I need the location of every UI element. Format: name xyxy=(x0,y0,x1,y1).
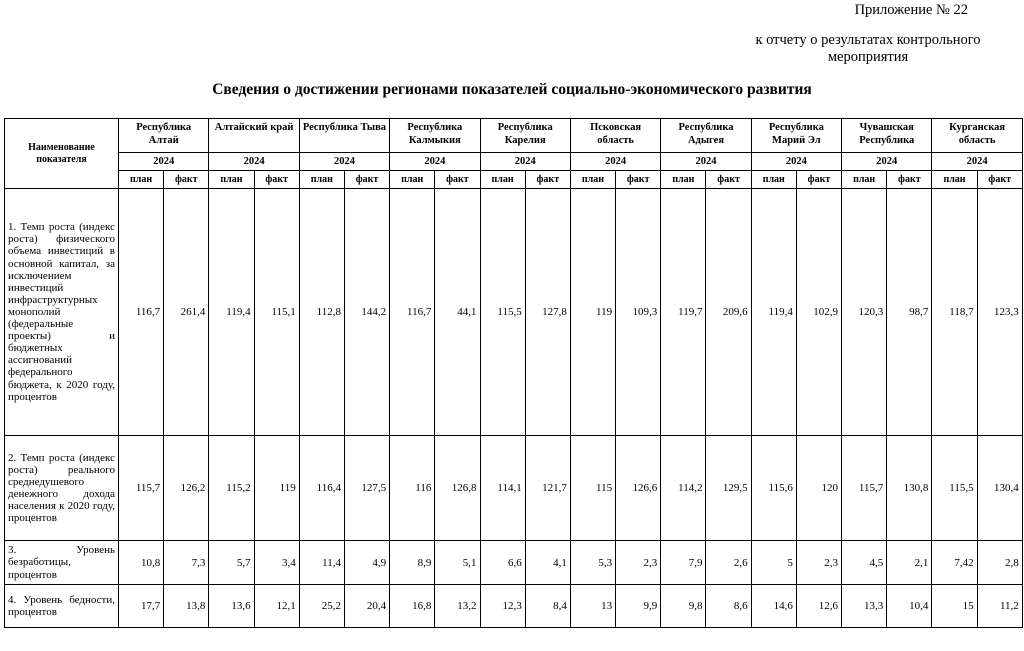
plan-value: 13,3 xyxy=(842,585,887,628)
indicator-name: 1. Темп роста (индекс роста) физического объема инвестиций в основной капитал, за исключением инвестиций инфраструктурных монополий (федеральные проекты) и бюджетных ассигнований федерального бюджета, к 2020 году, процентов xyxy=(5,189,119,436)
fact-value: 209,6 xyxy=(706,189,751,436)
fact-value: 115,1 xyxy=(254,189,299,436)
plan-value: 5,7 xyxy=(209,541,254,585)
fact-value: 126,2 xyxy=(164,436,209,541)
region-header: Чувашская Республика xyxy=(842,119,932,153)
fact-value: 8,6 xyxy=(706,585,751,628)
fact-header: факт xyxy=(977,171,1022,189)
year-header: 2024 xyxy=(209,153,299,171)
fact-value: 13,8 xyxy=(164,585,209,628)
table-row xyxy=(5,189,1023,436)
plan-header: план xyxy=(661,171,706,189)
fact-value: 2,6 xyxy=(706,541,751,585)
plan-value: 114,2 xyxy=(661,436,706,541)
year-header: 2024 xyxy=(119,153,209,171)
plan-value: 5 xyxy=(751,541,796,585)
fact-value: 2,1 xyxy=(887,541,932,585)
fact-value: 98,7 xyxy=(887,189,932,436)
fact-value: 8,4 xyxy=(525,585,570,628)
year-header: 2024 xyxy=(570,153,660,171)
region-header: Республика Марий Эл xyxy=(751,119,841,153)
year-header: 2024 xyxy=(751,153,841,171)
year-header: 2024 xyxy=(932,153,1022,171)
year-header: 2024 xyxy=(299,153,389,171)
plan-value: 115,7 xyxy=(119,436,164,541)
fact-value: 13,2 xyxy=(435,585,480,628)
plan-value: 115 xyxy=(570,436,615,541)
plan-value: 13,6 xyxy=(209,585,254,628)
fact-value: 9,9 xyxy=(616,585,661,628)
plan-value: 116,7 xyxy=(119,189,164,436)
plan-header: план xyxy=(119,171,164,189)
fact-header: факт xyxy=(616,171,661,189)
plan-value: 17,7 xyxy=(119,585,164,628)
plan-value: 16,8 xyxy=(390,585,435,628)
report-reference: к отчету о результатах контрольного мероприятия xyxy=(755,32,981,65)
fact-value: 120 xyxy=(796,436,841,541)
fact-value: 130,4 xyxy=(977,436,1022,541)
indicator-name: 2. Темп роста (индекс роста) реального среднедушевого денежного дохода населения к 2020 году, процентов xyxy=(5,436,119,541)
fact-value: 127,5 xyxy=(344,436,389,541)
plan-value: 14,6 xyxy=(751,585,796,628)
fact-value: 10,4 xyxy=(887,585,932,628)
plan-value: 115,5 xyxy=(932,436,977,541)
plan-value: 4,5 xyxy=(842,541,887,585)
fact-header: факт xyxy=(164,171,209,189)
table-row xyxy=(5,541,1023,585)
plan-value: 116,7 xyxy=(390,189,435,436)
plan-header: план xyxy=(480,171,525,189)
region-header: Республика Алтай xyxy=(119,119,209,153)
year-header: 2024 xyxy=(661,153,751,171)
table-header xyxy=(5,119,1023,189)
fact-value: 123,3 xyxy=(977,189,1022,436)
fact-value: 7,3 xyxy=(164,541,209,585)
indicator-name-header: Наименование показателя xyxy=(5,119,119,189)
fact-header: факт xyxy=(254,171,299,189)
year-header: 2024 xyxy=(842,153,932,171)
fact-value: 5,1 xyxy=(435,541,480,585)
year-header: 2024 xyxy=(390,153,480,171)
plan-header: план xyxy=(932,171,977,189)
region-header: Курганская область xyxy=(932,119,1022,153)
plan-value: 25,2 xyxy=(299,585,344,628)
plan-value: 13 xyxy=(570,585,615,628)
region-header: Республика Адыгея xyxy=(661,119,751,153)
indicator-name: 4. Уровень бедности, процентов xyxy=(5,585,119,628)
indicators-table xyxy=(4,118,1023,628)
indicator-name: 3. Уровень безработицы, процентов xyxy=(5,541,119,585)
fact-value: 126,6 xyxy=(616,436,661,541)
plan-value: 115,6 xyxy=(751,436,796,541)
plan-value: 114,1 xyxy=(480,436,525,541)
plan-header: план xyxy=(842,171,887,189)
fact-value: 44,1 xyxy=(435,189,480,436)
plan-value: 6,6 xyxy=(480,541,525,585)
plan-value: 7,9 xyxy=(661,541,706,585)
fact-header: факт xyxy=(796,171,841,189)
fact-header: факт xyxy=(435,171,480,189)
fact-value: 127,8 xyxy=(525,189,570,436)
fact-value: 4,9 xyxy=(344,541,389,585)
plan-value: 115,5 xyxy=(480,189,525,436)
fact-value: 119 xyxy=(254,436,299,541)
plan-value: 8,9 xyxy=(390,541,435,585)
plan-value: 116,4 xyxy=(299,436,344,541)
region-header: Республика Тыва xyxy=(299,119,389,153)
region-header: Алтайский край xyxy=(209,119,299,153)
plan-header: план xyxy=(751,171,796,189)
plan-value: 119,7 xyxy=(661,189,706,436)
region-header: Республика Карелия xyxy=(480,119,570,153)
plan-value: 119 xyxy=(570,189,615,436)
fact-value: 2,8 xyxy=(977,541,1022,585)
plan-value: 10,8 xyxy=(119,541,164,585)
fact-header: факт xyxy=(706,171,751,189)
fact-value: 20,4 xyxy=(344,585,389,628)
region-header: Псковская область xyxy=(570,119,660,153)
plan-value: 120,3 xyxy=(842,189,887,436)
fact-value: 144,2 xyxy=(344,189,389,436)
year-header: 2024 xyxy=(480,153,570,171)
plan-value: 112,8 xyxy=(299,189,344,436)
fact-value: 11,2 xyxy=(977,585,1022,628)
fact-value: 129,5 xyxy=(706,436,751,541)
fact-value: 12,1 xyxy=(254,585,299,628)
fact-value: 102,9 xyxy=(796,189,841,436)
plan-value: 15 xyxy=(932,585,977,628)
fact-value: 130,8 xyxy=(887,436,932,541)
plan-header: план xyxy=(299,171,344,189)
fact-value: 2,3 xyxy=(616,541,661,585)
table-row xyxy=(5,436,1023,541)
fact-value: 4,1 xyxy=(525,541,570,585)
table-row xyxy=(5,585,1023,628)
plan-value: 119,4 xyxy=(209,189,254,436)
plan-value: 119,4 xyxy=(751,189,796,436)
plan-value: 12,3 xyxy=(480,585,525,628)
fact-value: 121,7 xyxy=(525,436,570,541)
fact-header: факт xyxy=(525,171,570,189)
fact-value: 109,3 xyxy=(616,189,661,436)
fact-value: 261,4 xyxy=(164,189,209,436)
plan-header: план xyxy=(390,171,435,189)
page-title: Сведения о достижении регионами показателей социально-экономического развития xyxy=(212,81,812,98)
plan-header: план xyxy=(570,171,615,189)
appendix-number: Приложение № 22 xyxy=(854,2,968,18)
plan-value: 7,42 xyxy=(932,541,977,585)
table-body xyxy=(5,189,1023,628)
fact-header: факт xyxy=(344,171,389,189)
plan-value: 11,4 xyxy=(299,541,344,585)
plan-value: 115,2 xyxy=(209,436,254,541)
plan-value: 118,7 xyxy=(932,189,977,436)
plan-value: 115,7 xyxy=(842,436,887,541)
plan-header: план xyxy=(209,171,254,189)
fact-value: 12,6 xyxy=(796,585,841,628)
plan-value: 9,8 xyxy=(661,585,706,628)
fact-value: 2,3 xyxy=(796,541,841,585)
region-header: Республика Калмыкия xyxy=(390,119,480,153)
plan-value: 5,3 xyxy=(570,541,615,585)
fact-header: факт xyxy=(887,171,932,189)
plan-value: 116 xyxy=(390,436,435,541)
fact-value: 126,8 xyxy=(435,436,480,541)
fact-value: 3,4 xyxy=(254,541,299,585)
